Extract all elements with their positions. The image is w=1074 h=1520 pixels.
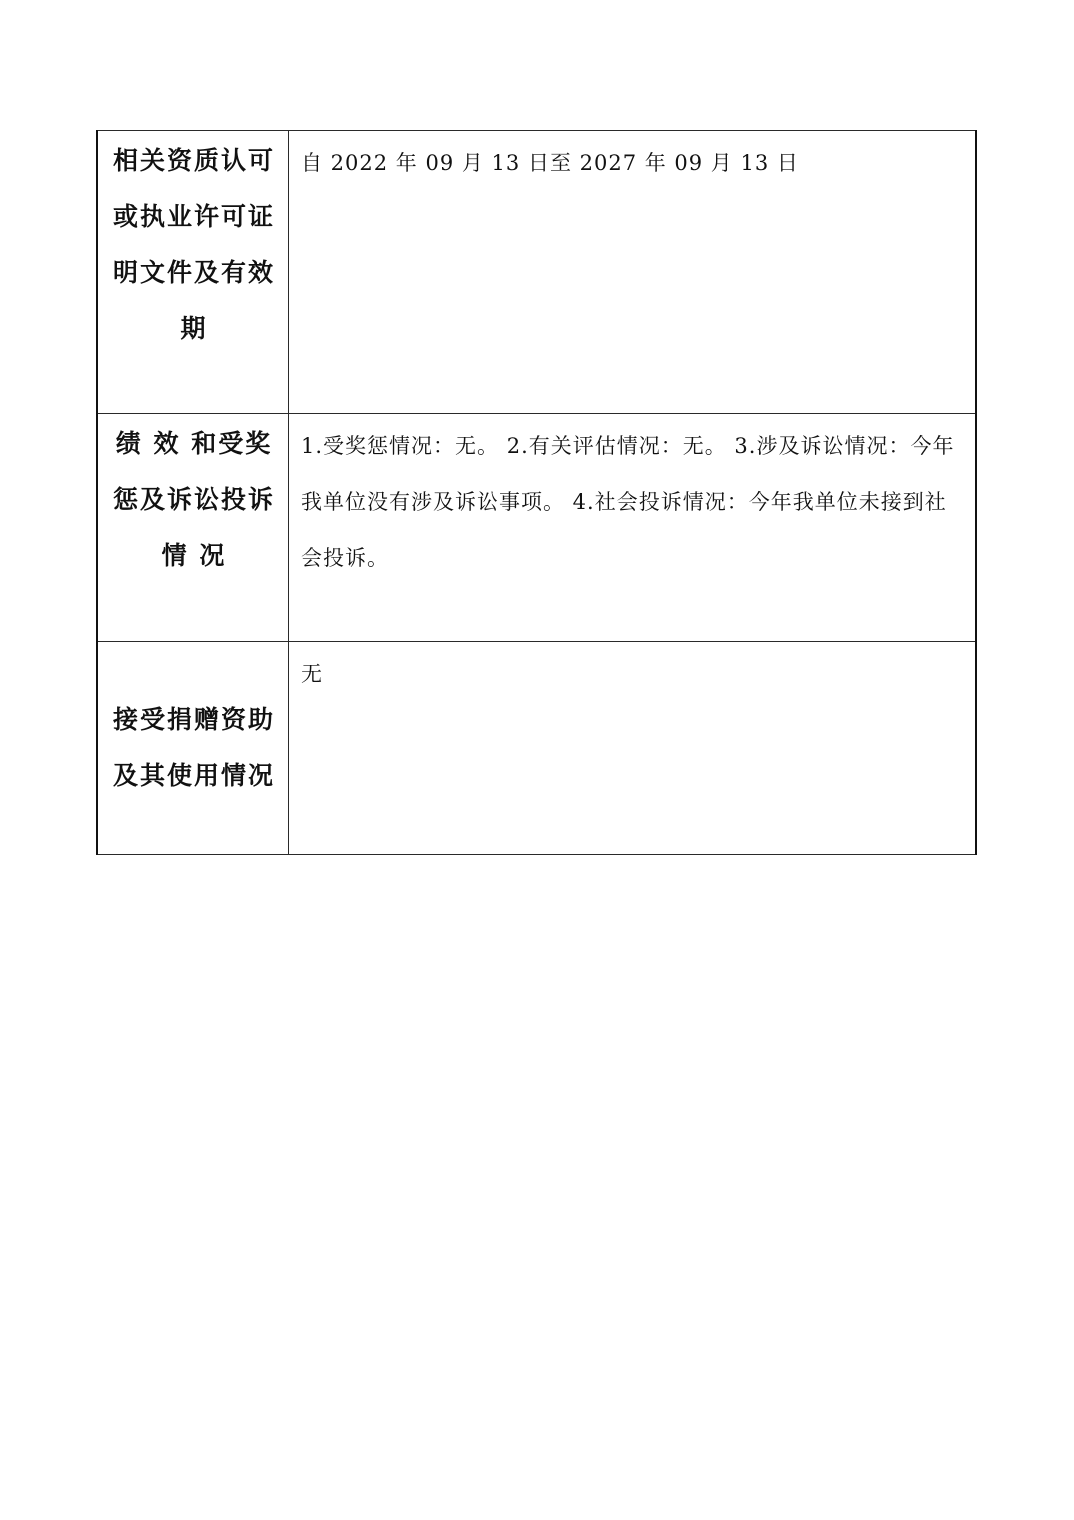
performance-text: 1.受奖惩情况：无。 2.有关评估情况：无。 3.涉及诉讼情况：今年我单位没有涉及诉讼事项。 4.社会投诉情况：今年我单位未接到社会投诉。	[301, 434, 955, 570]
qualification-label: 相关资质认可或执业许可证明文件及有效期	[112, 146, 275, 343]
row-label-cell	[97, 414, 289, 642]
table-row	[97, 131, 976, 414]
donation-label: 接受捐赠资助及其使用情况	[112, 705, 275, 790]
row-label-cell	[97, 642, 289, 855]
row-content-cell	[289, 642, 977, 855]
info-table	[96, 130, 977, 855]
table-row	[97, 642, 976, 855]
qualification-validity-text: 自 2022 年 09 月 13 日至 2027 年 09 月 13 日	[301, 151, 799, 175]
performance-label: 绩 效 和受奖惩及诉讼投诉情 况	[112, 429, 275, 570]
row-label-cell	[97, 131, 289, 414]
donation-text: 无	[301, 662, 323, 686]
row-content-cell	[289, 131, 977, 414]
table-row	[97, 414, 976, 642]
row-content-cell	[289, 414, 977, 642]
